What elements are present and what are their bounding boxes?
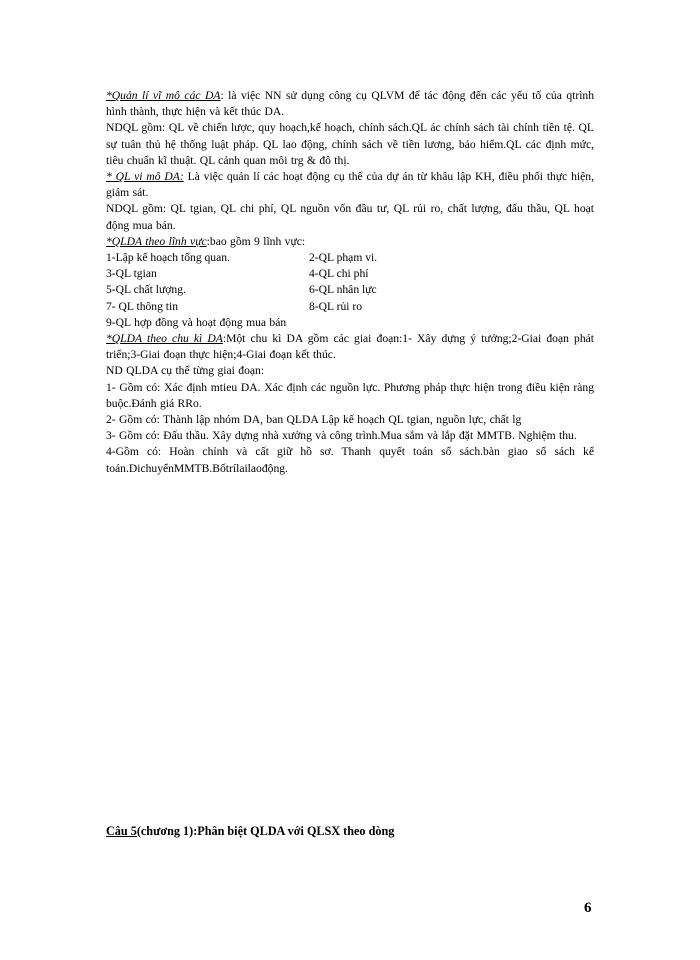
list-item: 8-QL rủi ro xyxy=(309,299,363,313)
stage-item: 2- Gồm có: Thành lập nhóm DA, ban QLDA Lập kế hoạch QL tgian, nguồn lực, chất lg xyxy=(106,413,522,427)
fields-list xyxy=(106,250,594,315)
stage-item: 4-Gồm có: Hoàn chỉnh và cất giữ hồ sơ. Thanh quyết toán sổ sách.bàn giao sổ sách kế toán.DichuyểnMMTB.Bốtrílailaođộng. xyxy=(106,445,594,475)
fields-heading: *QLDA theo lĩnh vực xyxy=(106,234,207,248)
micro-management-paragraph xyxy=(106,169,594,201)
macro-content-paragraph: NDQL gồm: QL về chiến lược, quy hoạch,kế hoạch, chính sách.QL ác chính sách tài chính tiền tệ. QL sự tuân thủ hệ thống luật pháp. QL lao động, chính sách về tiền lương, bảo hiểm.QL các định mức, tiêu chuẩn kĩ thuật. QL cảnh quan môi trg & đô thị. xyxy=(106,121,594,167)
question-text: (chương 1):Phân biệt QLDA với QLSX theo dòng xyxy=(136,824,395,838)
stages-intro: ND QLDA cụ thể từng giai đoạn: xyxy=(106,364,265,378)
macro-management-paragraph xyxy=(106,88,594,120)
project-cycle-text: :Một chu kì DA gồm các giai đoạn:1- Xây dựng ý tưởng;2-Giai đoạn phát triển;3-Giai đoạn thực hiện;4-Giai đoạn kết thúc. xyxy=(106,332,594,362)
question-heading xyxy=(106,824,394,839)
page-number: 6 xyxy=(584,900,592,916)
list-item: 5-QL chất lượng. xyxy=(106,283,186,297)
fields-paragraph xyxy=(106,234,594,250)
project-cycle-heading: *QLDA theo chu kì DA xyxy=(106,332,223,346)
list-item: 4-QL chi phí xyxy=(309,267,369,281)
question-number: Câu 5 xyxy=(106,824,137,838)
micro-content-paragraph: NDQL gồm: QL tgian, QL chi phí, QL nguồn vốn đầu tư, QL rủi ro, chất lượng, đấu thầu, QL hoạt động mua bán. xyxy=(106,202,594,232)
list-item: 7- QL thông tin xyxy=(106,299,179,313)
macro-management-text: : là việc NN sử dụng công cụ QLVM để tác động đến các yếu tố của qtrình hình thành, thực hiện và kết thúc DA. xyxy=(106,89,595,119)
list-item: 6-QL nhân lực xyxy=(309,283,377,297)
micro-management-heading: * QL vi mô DA: xyxy=(106,170,184,184)
list-item: 2-QL phạm vi. xyxy=(309,251,378,265)
stage-item: 1- Gồm có: Xác định mtieu DA. Xác định các nguồn lực. Phương pháp thực hiện trong điều kiện ràng buộc.Đánh giá RRo. xyxy=(106,380,594,410)
fields-text: :bao gồm 9 lĩnh vực: xyxy=(206,234,306,248)
micro-management-text: Là việc quản lí các hoạt động cụ thể của dự án từ khâu lập KH, điều phối thực hiện, giám sát. xyxy=(106,170,594,200)
list-item: 1-Lập kế hoạch tổng quan. xyxy=(106,251,230,265)
page-content xyxy=(106,88,594,477)
list-item: 3-QL tgian xyxy=(106,267,157,281)
stage-item: 3- Gồm có: Đấu thầu. Xây dựng nhà xưởng và công trình.Mua sắm và lắp đặt MMTB. Nghiệm thu. xyxy=(106,429,577,443)
field-9-item: 9-QL hợp đồng và hoạt động mua bán xyxy=(106,315,287,329)
macro-management-heading: *Quản lí vĩ mô các DA xyxy=(106,89,221,102)
project-cycle-paragraph xyxy=(106,331,594,363)
